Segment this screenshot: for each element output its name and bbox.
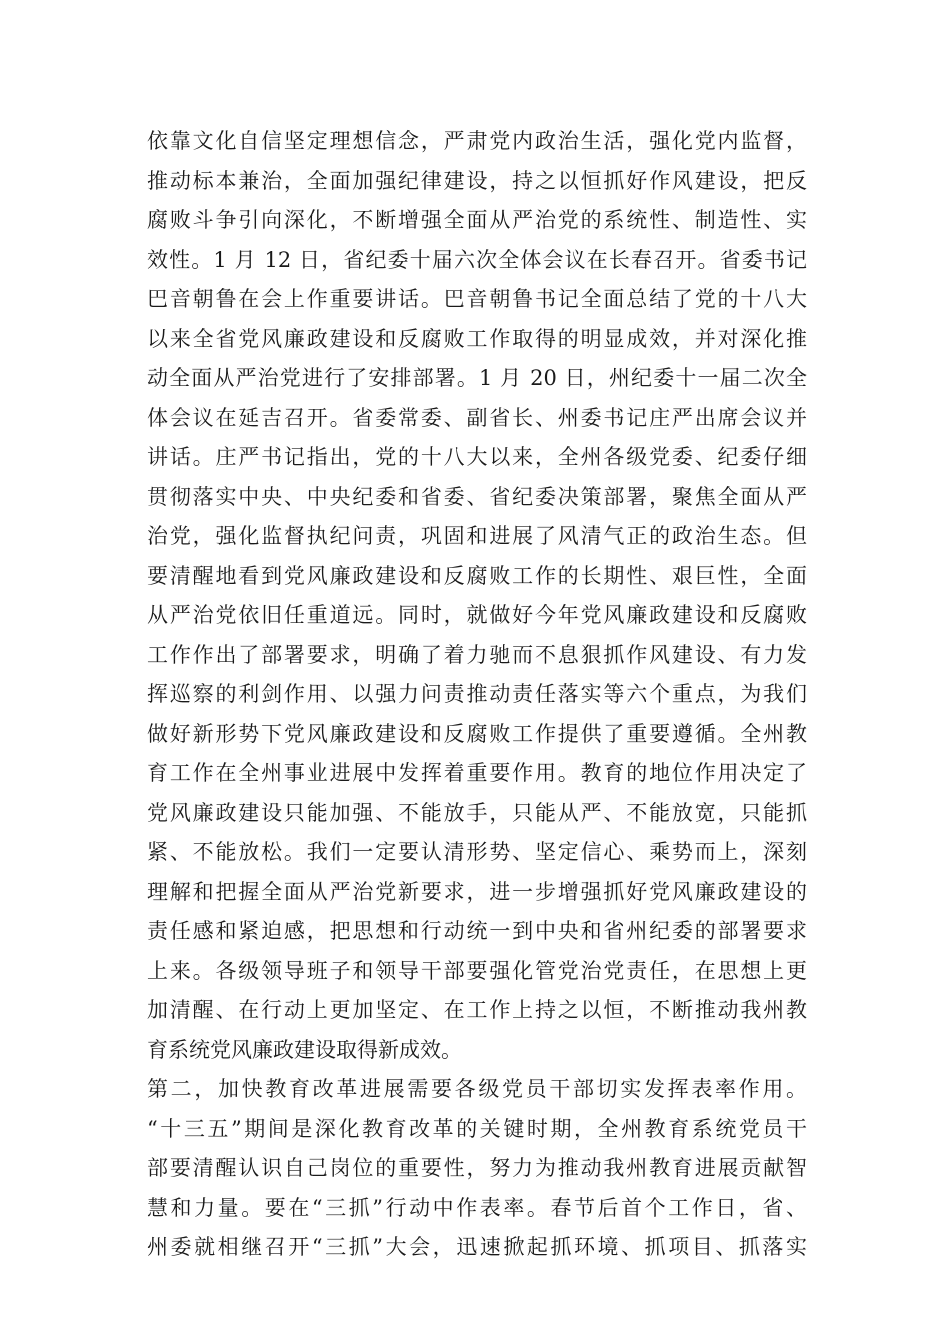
text-line: 理解和把握全面从严治党新要求，进一步增强抓好党风廉政建设的 bbox=[147, 879, 807, 904]
section-heading-line: 第二，加快教育改革进展需要各级党员干部切实发挥表率作用。 bbox=[147, 1077, 807, 1101]
text-line: 工作作出了部署要求，明确了着力驰而不息狠抓作风建设、有力发 bbox=[147, 642, 807, 667]
text-line: 效性。1 月 12 日，省纪委十届六次全体会议在长春召开。省委书记 bbox=[147, 247, 807, 272]
text-line: 要清醒地看到党风廉政建设和反腐败工作的长期性、艰巨性，全面 bbox=[147, 563, 807, 588]
paragraph-end-line: 育系统党风廉政建设取得新成效。 bbox=[147, 1037, 462, 1062]
text-line: 上来。各级领导班子和领导干部要强化管党治党责任，在思想上更 bbox=[147, 958, 807, 983]
text-line: 讲话。庄严书记指出，党的十八大以来，全州各级党委、纪委仔细 bbox=[147, 445, 807, 469]
text-line: 推动标本兼治，全面加强纪律建设，持之以恒抓好作风建设，把反 bbox=[147, 168, 807, 193]
text-line: 挥巡察的利剑作用、以强力问责推动责任落实等六个重点，为我们 bbox=[147, 682, 807, 706]
text-line: 州委就相继召开“三抓”大会，迅速掀起抓环境、抓项目、抓落实 bbox=[147, 1235, 807, 1259]
text-line: 责任感和紧迫感，把思想和行动统一到中央和省州纪委的部署要求 bbox=[147, 919, 807, 943]
text-line: 以来全省党风廉政建设和反腐败工作取得的明显成效，并对深化推 bbox=[147, 326, 807, 351]
text-line: 加清醒、在行动上更加坚定、在工作上持之以恒，不断推动我州教 bbox=[147, 998, 807, 1022]
text-line: 体会议在延吉召开。省委常委、副省长、州委书记庄严出席会议并 bbox=[147, 405, 807, 430]
body-text bbox=[147, 122, 807, 1268]
text-line: 育工作在全州事业进展中发挥着重要作用。教育的地位作用决定了 bbox=[147, 761, 807, 785]
text-line: 依靠文化自信坚定理想信念，严肃党内政治生活，强化党内监督， bbox=[147, 129, 807, 153]
text-line: 部要清醒认识自己岗位的重要性，努力为推动我州教育进展贡献智 bbox=[147, 1156, 807, 1180]
text-line: 慧和力量。要在“三抓”行动中作表率。春节后首个工作日，省、 bbox=[147, 1195, 807, 1220]
text-line: 从严治党依旧任重道远。同时，就做好今年党风廉政建设和反腐败 bbox=[147, 603, 807, 627]
text-line: 动全面从严治党进行了安排部署。1 月 20 日，州纪委十一届二次全 bbox=[147, 366, 807, 390]
text-line: 巴音朝鲁在会上作重要讲话。巴音朝鲁书记全面总结了党的十八大 bbox=[147, 287, 807, 311]
text-line: 紧、不能放松。我们一定要认清形势、坚定信心、乘势而上，深刻 bbox=[147, 840, 807, 864]
text-line: 党风廉政建设只能加强、不能放手，只能从严、不能放宽，只能抓 bbox=[147, 800, 807, 825]
text-line: 腐败斗争引向深化，不断增强全面从严治党的系统性、制造性、实 bbox=[147, 208, 807, 232]
text-line: 贯彻落实中央、中央纪委和省委、省纪委决策部署，聚焦全面从严 bbox=[147, 484, 807, 509]
text-line: 做好新形势下党风廉政建设和反腐败工作提供了重要遵循。全州教 bbox=[147, 721, 807, 746]
text-line: 治党，强化监督执纪问责，巩固和进展了风清气正的政治生态。但 bbox=[147, 524, 807, 548]
text-line: “十三五”期间是深化教育改革的关键时期，全州教育系统党员干 bbox=[147, 1116, 807, 1141]
